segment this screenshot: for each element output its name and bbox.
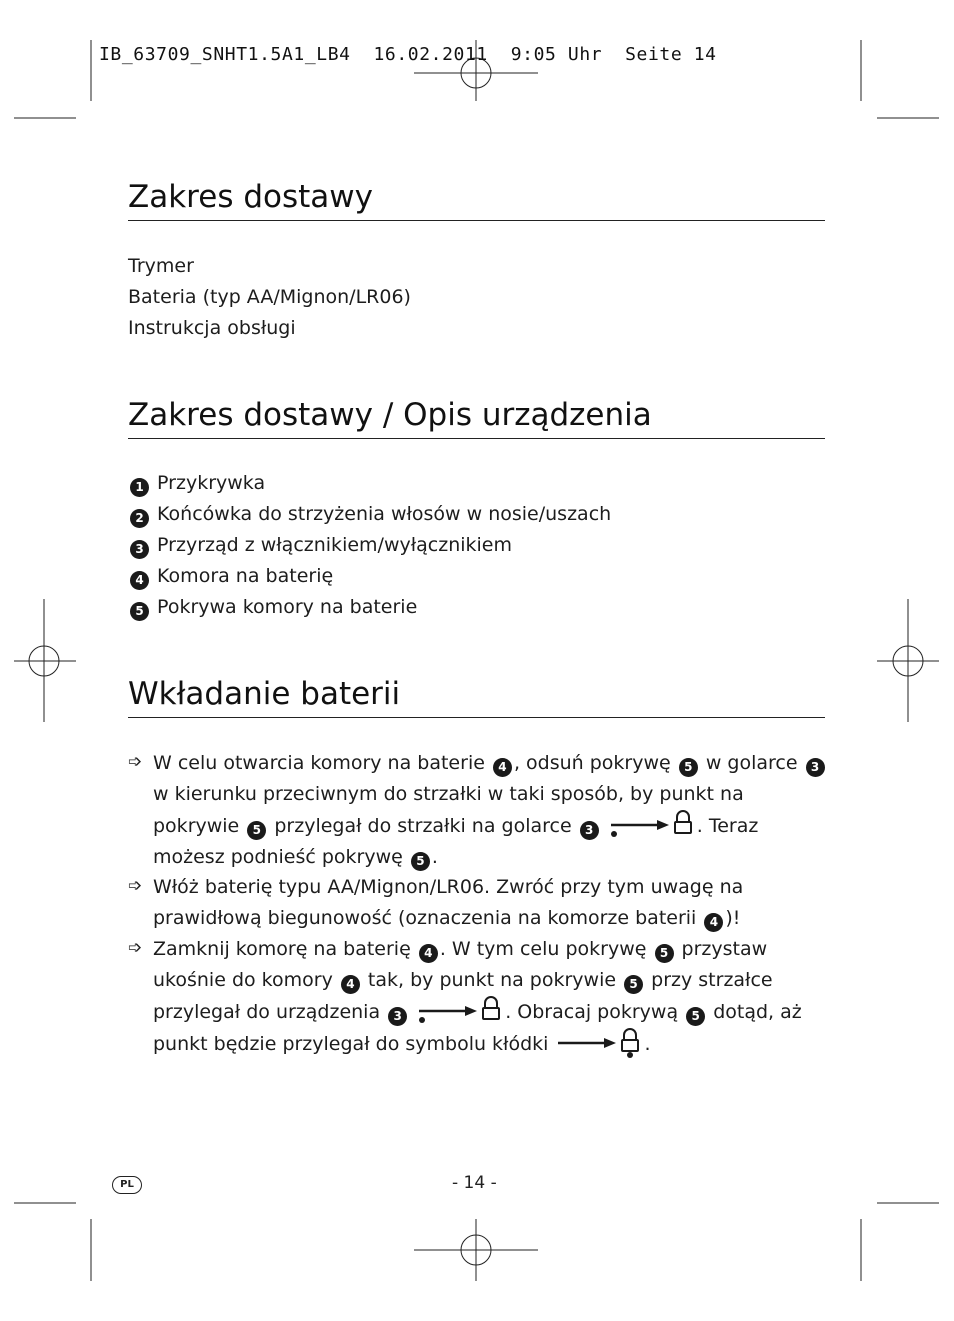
print-slug: IB_63709_SNHT1.5A1_LB4 16.02.2011 9:05 Uhr Seite 14 bbox=[99, 44, 717, 65]
list-item: Bateria (typ AA/Mignon/LR06) bbox=[128, 286, 411, 308]
instruction-step-1: W celu otwarcia komory na baterie 4 , odsuń pokrywę 5 w golarce 3 w kierunku przeciwnym do strzałki w taki sposób, by punkt na pokrywie 5 przylegał do strzałki na golarce 3 . Teraz możesz podnieść pokrywę 5 . bbox=[153, 748, 833, 873]
number-badge: 4 bbox=[130, 571, 149, 590]
number-badge: 3 bbox=[388, 1007, 407, 1026]
number-badge: 5 bbox=[679, 758, 698, 777]
number-badge: 5 bbox=[411, 852, 430, 871]
number-badge: 4 bbox=[704, 913, 723, 932]
parts-list-item bbox=[128, 530, 512, 561]
section-title-description: Zakres dostawy / Opis urządzenia bbox=[128, 396, 825, 439]
part-label: Pokrywa komory na baterie bbox=[157, 596, 418, 618]
number-badge: 5 bbox=[130, 602, 149, 621]
unlocked-arrow-icon bbox=[609, 810, 695, 840]
list-item: Trymer bbox=[128, 255, 194, 277]
number-badge: 5 bbox=[247, 821, 266, 840]
part-label: Przyrząd z włącznikiem/wyłącznikiem bbox=[157, 534, 512, 556]
number-badge: 3 bbox=[580, 821, 599, 840]
parts-list-item bbox=[128, 592, 417, 623]
instruction-step-2: Włóż baterię typu AA/Mignon/LR06. Zwróć przy tym uwagę na prawidłową biegunowość (oznaczenia na komorze baterii 4 )! bbox=[153, 872, 833, 934]
closed-lock-arrow-icon bbox=[417, 996, 503, 1026]
number-badge: 4 bbox=[341, 975, 360, 994]
list-item: Instrukcja obsługi bbox=[128, 317, 296, 339]
parts-list-item bbox=[128, 499, 611, 530]
number-badge: 5 bbox=[655, 944, 674, 963]
arrow-bullet-icon: ➩ bbox=[128, 752, 143, 772]
number-badge: 5 bbox=[624, 975, 643, 994]
section-title-delivery: Zakres dostawy bbox=[128, 178, 825, 221]
language-badge: PL bbox=[112, 1176, 142, 1194]
page-number: - 14 - bbox=[452, 1173, 497, 1193]
arrow-bullet-icon: ➩ bbox=[128, 938, 143, 958]
part-label: Komora na baterię bbox=[157, 565, 334, 587]
number-badge: 3 bbox=[806, 758, 825, 777]
arrow-bullet-icon: ➩ bbox=[128, 876, 143, 896]
padlock-arrow-icon bbox=[556, 1028, 642, 1058]
number-badge: 4 bbox=[493, 758, 512, 777]
instruction-step-3: Zamknij komorę na baterię 4 . W tym celu pokrywę 5 przystaw ukośnie do komory 4 tak, by punkt na pokrywie 5 przy strzałce przylegał do urządzenia 3 . Obracaj pokrywą 5 dotąd, aż punkt będzie przylegał do symbolu kłódki . bbox=[153, 934, 833, 1060]
parts-list-item bbox=[128, 468, 265, 499]
number-badge: 3 bbox=[130, 540, 149, 559]
number-badge: 2 bbox=[130, 509, 149, 528]
section-title-battery: Wkładanie baterii bbox=[128, 675, 825, 718]
parts-list-item bbox=[128, 561, 333, 592]
number-badge: 4 bbox=[419, 944, 438, 963]
part-label: Końcówka do strzyżenia włosów w nosie/uszach bbox=[157, 503, 612, 525]
number-badge: 5 bbox=[686, 1007, 705, 1026]
number-badge: 1 bbox=[130, 478, 149, 497]
part-label: Przykrywka bbox=[157, 472, 266, 494]
